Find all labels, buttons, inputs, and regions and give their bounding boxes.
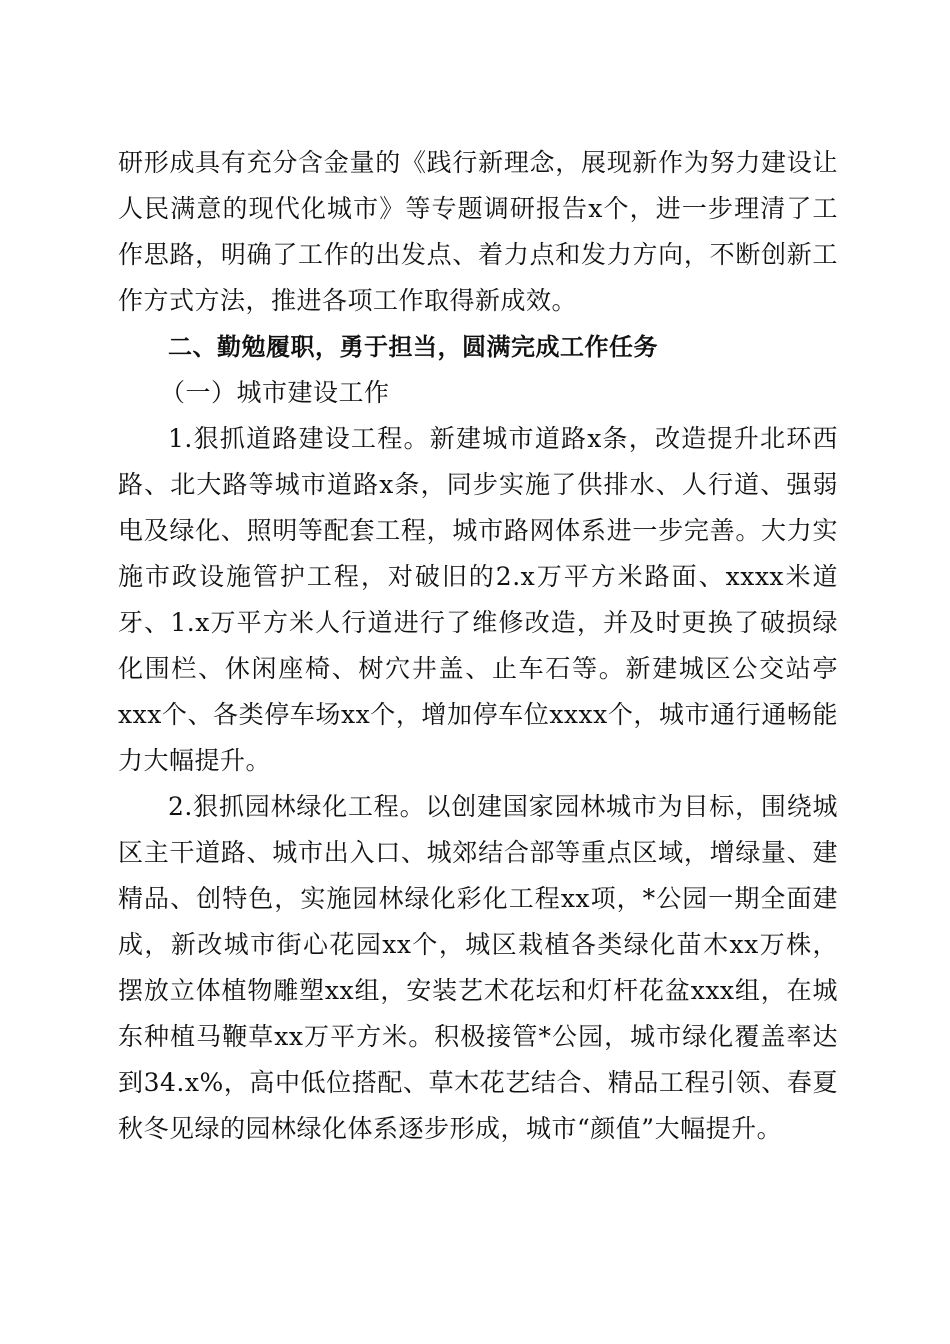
body-paragraph-continuation: 研形成具有充分含金量的《践行新理念，展现新作为努力建设让人民满意的现代化城市》等专题调研报告x个，进一步理清了工作思路，明确了工作的出发点、着力点和发力方向，不断创新工作方式方法，推进各项工作取得新成效。 (118, 148, 838, 315)
body-paragraph-road-construction: 1.狠抓道路建设工程。新建城市道路x条，改造提升北环西路、北大路等城市道路x条，同步实施了供排水、人行道、强弱电及绿化、照明等配套工程，城市路网体系进一步完善。大力实施市政设施管护工程，对破旧的2.x万平方米路面、xxxx米道牙、1.x万平方米人行道进行了维修改造，并及时更换了破损绿化围栏、休闲座椅、树穴井盖、止车石等。新建城区公交站亭xxx个、各类停车场xx个，增加停车位xxxx个，城市通行通畅能力大幅提升。 (118, 424, 838, 775)
section-heading: 二、勤勉履职，勇于担当，圆满完成工作任务 (168, 333, 658, 361)
document-body (118, 140, 838, 1152)
body-paragraph-landscaping: 2.狠抓园林绿化工程。以创建国家园林城市为目标，围绕城区主干道路、城市出入口、城郊结合部等重点区域，增绿量、建精品、创特色，实施园林绿化彩化工程xx项，*公园一期全面建成，新改城市街心花园xx个，城区栽植各类绿化苗木xx万株，摆放立体植物雕塑xx组，安装艺术花坛和灯杆花盆xxx组，在城东种植马鞭草xx万平方米。积极接管*公园，城市绿化覆盖率达到34.x%，高中低位搭配、草木花艺结合、精品工程引领、春夏秋冬见绿的园林绿化体系逐步形成，城市“颜值”大幅提升。 (118, 792, 838, 1143)
subsection-heading: （一）城市建设工作 (160, 378, 390, 407)
